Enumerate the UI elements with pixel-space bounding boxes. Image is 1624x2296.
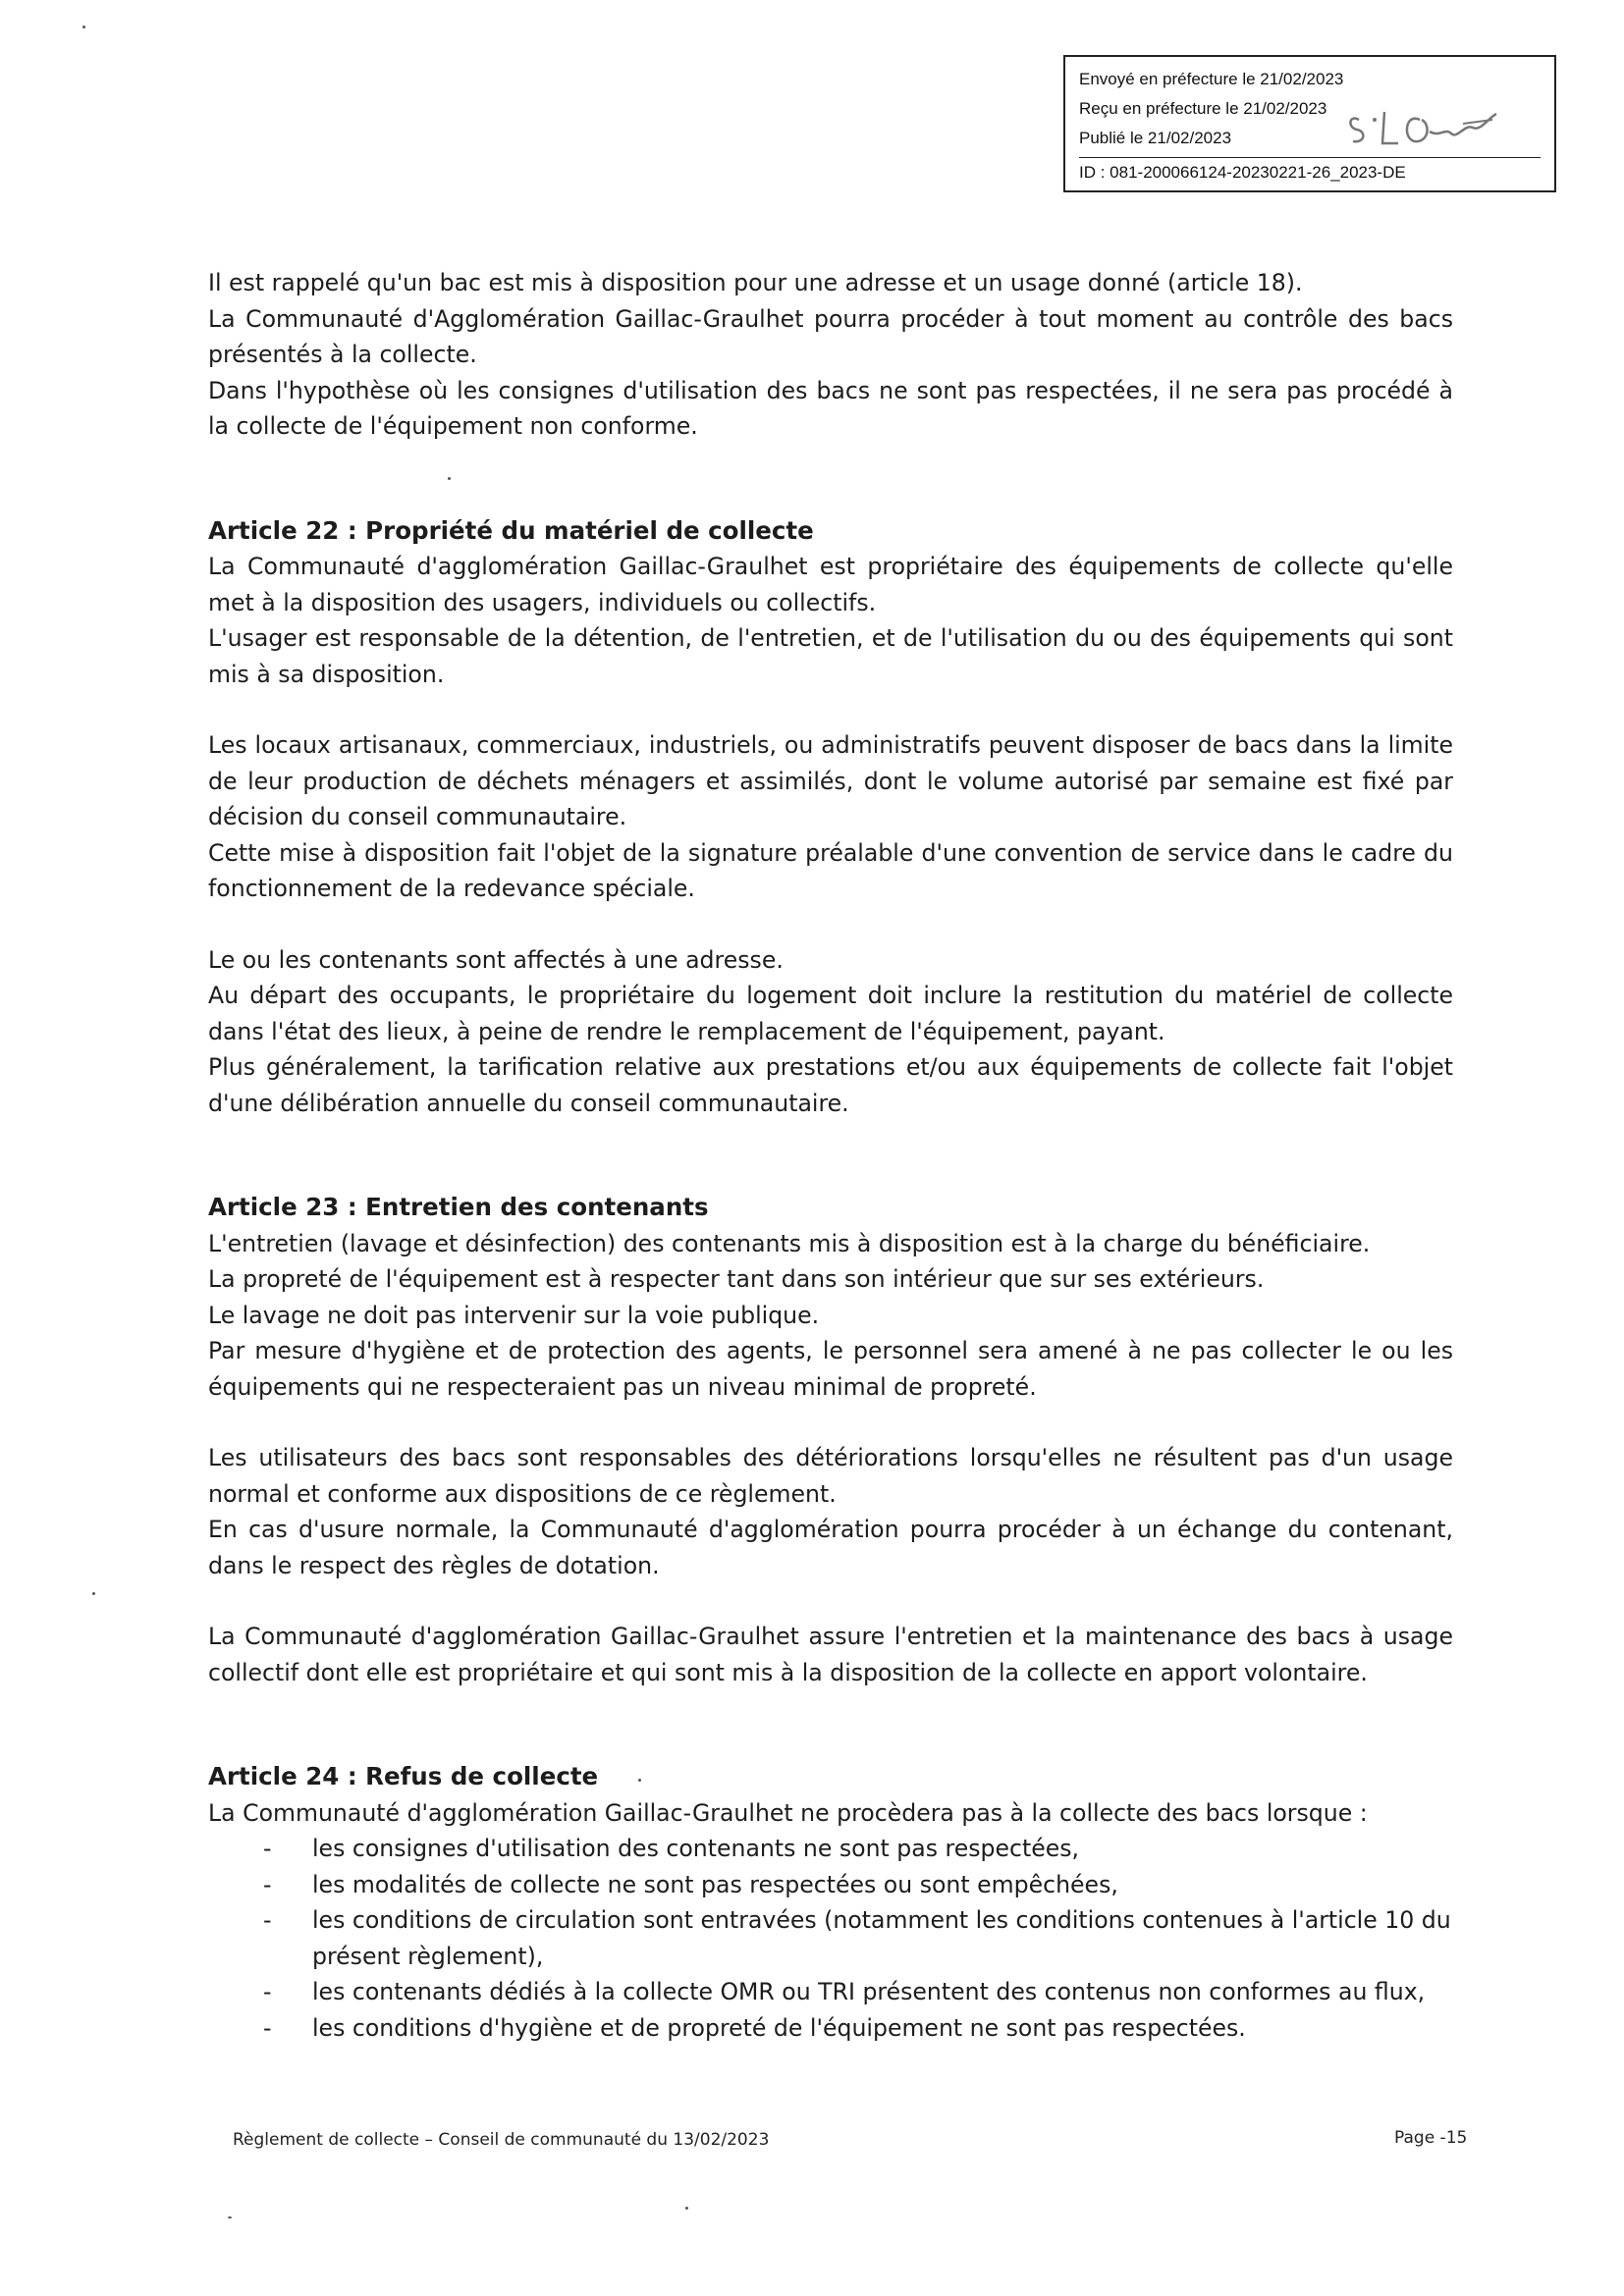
article-23-paragraph <box>208 1226 1453 1406</box>
paragraph-line: Le lavage ne doit pas intervenir sur la voie publique. <box>208 1301 820 1329</box>
list-item <box>263 1867 1453 1903</box>
stamp-id: ID : 081-200066124-20230221-26_2023-DE <box>1079 157 1541 187</box>
article-23-paragraph <box>208 1619 1453 1690</box>
list-item-text: les modalités de collecte ne sont pas respectées ou sont empêchées, <box>312 1870 1118 1898</box>
list-item-text: les consignes d'utilisation des contenants ne sont pas respectées, <box>312 1835 1080 1862</box>
signature-scribble <box>1345 98 1502 157</box>
paragraph-line: Le ou les contenants sont affectés à une adresse. <box>208 945 784 974</box>
article-24 <box>208 1759 1453 2046</box>
scan-speck <box>92 1592 95 1595</box>
intro-line: Dans l'hypothèse où les consignes d'utilisation des bacs ne sont pas respectées, il ne sera pas procédé à la collecte de l'équipement non conforme. <box>208 376 1453 440</box>
paragraph-line: Les locaux artisanaux, commerciaux, industriels, ou administratifs peuvent disposer de bacs dans la limite de leur production de déchets ménagers et assimilés, dont le volume autorisé par semaine est fixé par décision du conseil communautaire. <box>208 731 1453 830</box>
article-24-intro: La Communauté d'agglomération Gaillac-Graulhet ne procèdera pas à la collecte des bacs lorsque : <box>208 1798 1368 1827</box>
list-item <box>263 1974 1453 2010</box>
paragraph-line: La Communauté d'agglomération Gaillac-Graulhet assure l'entretien et la maintenance des bacs à usage collectif dont elle est propriétaire et qui sont mis à la disposition de la collecte en apport volontaire. <box>208 1623 1453 1686</box>
paragraph-line: L'usager est responsable de la détention, de l'entretien, et de l'utilisation du ou des équipements qui sont mis à sa disposition. <box>208 624 1453 688</box>
bullet-marker: - <box>263 2013 272 2042</box>
article-22-paragraph <box>208 942 1453 1122</box>
article-24-title: Article 24 : Refus de collecte <box>208 1762 599 1790</box>
stamp-published: Publié le 21/02/2023 <box>1079 129 1232 147</box>
document-body <box>208 265 1453 2046</box>
scan-speck <box>685 2207 688 2210</box>
footer-document-title: Règlement de collecte – Conseil de communauté du 13/02/2023 <box>233 2130 770 2150</box>
bullet-marker: - <box>263 1978 272 2005</box>
article-23 <box>208 1190 1453 1690</box>
refusal-conditions-list <box>208 1831 1453 2046</box>
article-23-paragraph <box>208 1440 1453 1583</box>
article-22 <box>208 513 1453 1122</box>
article-22-title: Article 22 : Propriété du matériel de collecte <box>208 515 814 545</box>
article-22-paragraph <box>208 727 1453 907</box>
footer-page-number: Page -15 <box>1394 2128 1468 2148</box>
list-item <box>263 2010 1453 2047</box>
intro-line: La Communauté d'Agglomération Gaillac-Graulhet pourra procéder à tout moment au contrôle des bacs présentés à la collecte. <box>208 304 1453 368</box>
intro-paragraph <box>208 265 1453 445</box>
paragraph-line: L'entretien (lavage et désinfection) des contenants mis à disposition est à la charge du bénéficiaire. <box>208 1229 1371 1257</box>
list-item-text: les contenants dédiés à la collecte OMR ou TRI présentent des contenus non conformes au flux, <box>312 1978 1426 2005</box>
stamp-sent: Envoyé en préfecture le 21/02/2023 <box>1079 70 1344 88</box>
paragraph-line: Plus généralement, la tarification relative aux prestations et/ou aux équipements de collecte fait l'objet d'une délibération annuelle du conseil communautaire. <box>208 1053 1453 1117</box>
scan-speck <box>82 26 85 28</box>
article-22-paragraph <box>208 549 1453 692</box>
list-item-text: les conditions d'hygiène et de propreté de l'équipement ne sont pas respectées. <box>312 2013 1246 2042</box>
scan-speck <box>448 477 451 480</box>
paragraph-line: Cette mise à disposition fait l'objet de la signature préalable d'une convention de service dans le cadre du fonctionnement de la redevance spéciale. <box>208 838 1453 902</box>
stamp-received: Reçu en préfecture le 21/02/2023 <box>1079 99 1327 118</box>
bullet-marker: - <box>263 1870 272 1898</box>
list-item-text: les conditions de circulation sont entravées (notamment les conditions contenues à l'article 10 du présent règlement), <box>312 1906 1451 1970</box>
paragraph-line: Les utilisateurs des bacs sont responsables des détériorations lorsqu'elles ne résultent pas d'un usage normal et conforme aux dispositions de ce règlement. <box>208 1444 1453 1508</box>
list-item <box>263 1831 1453 1867</box>
intro-line: Il est rappelé qu'un bac est mis à disposition pour une adresse et un usage donné (article 18). <box>208 269 1303 296</box>
paragraph-line: En cas d'usure normale, la Communauté d'agglomération pourra procéder à un échange du contenant, dans le respect des règles de dotation. <box>208 1516 1453 1579</box>
scan-speck <box>638 1779 641 1782</box>
paragraph-line: La Communauté d'agglomération Gaillac-Graulhet est propriétaire des équipements de collecte qu'elle met à la disposition des usagers, individuels ou collectifs. <box>208 553 1453 616</box>
bullet-marker: - <box>263 1835 272 1862</box>
paragraph-line: Par mesure d'hygiène et de protection des agents, le personnel sera amené à ne pas collecter le ou les équipements qui ne respecteraient pas un niveau minimal de propreté. <box>208 1337 1453 1401</box>
list-item <box>263 1902 1453 1974</box>
paragraph-line: La propreté de l'équipement est à respecter tant dans son intérieur que sur ses extérieurs. <box>208 1265 1265 1293</box>
article-23-title: Article 23 : Entretien des contenants <box>208 1193 709 1221</box>
paragraph-line: Au départ des occupants, le propriétaire du logement doit inclure la restitution du matériel de collecte dans l'état des lieux, à peine de rendre le remplacement de l'équipement, payant. <box>208 982 1453 1045</box>
bullet-marker: - <box>263 1906 272 1934</box>
scan-speck <box>228 2216 232 2218</box>
